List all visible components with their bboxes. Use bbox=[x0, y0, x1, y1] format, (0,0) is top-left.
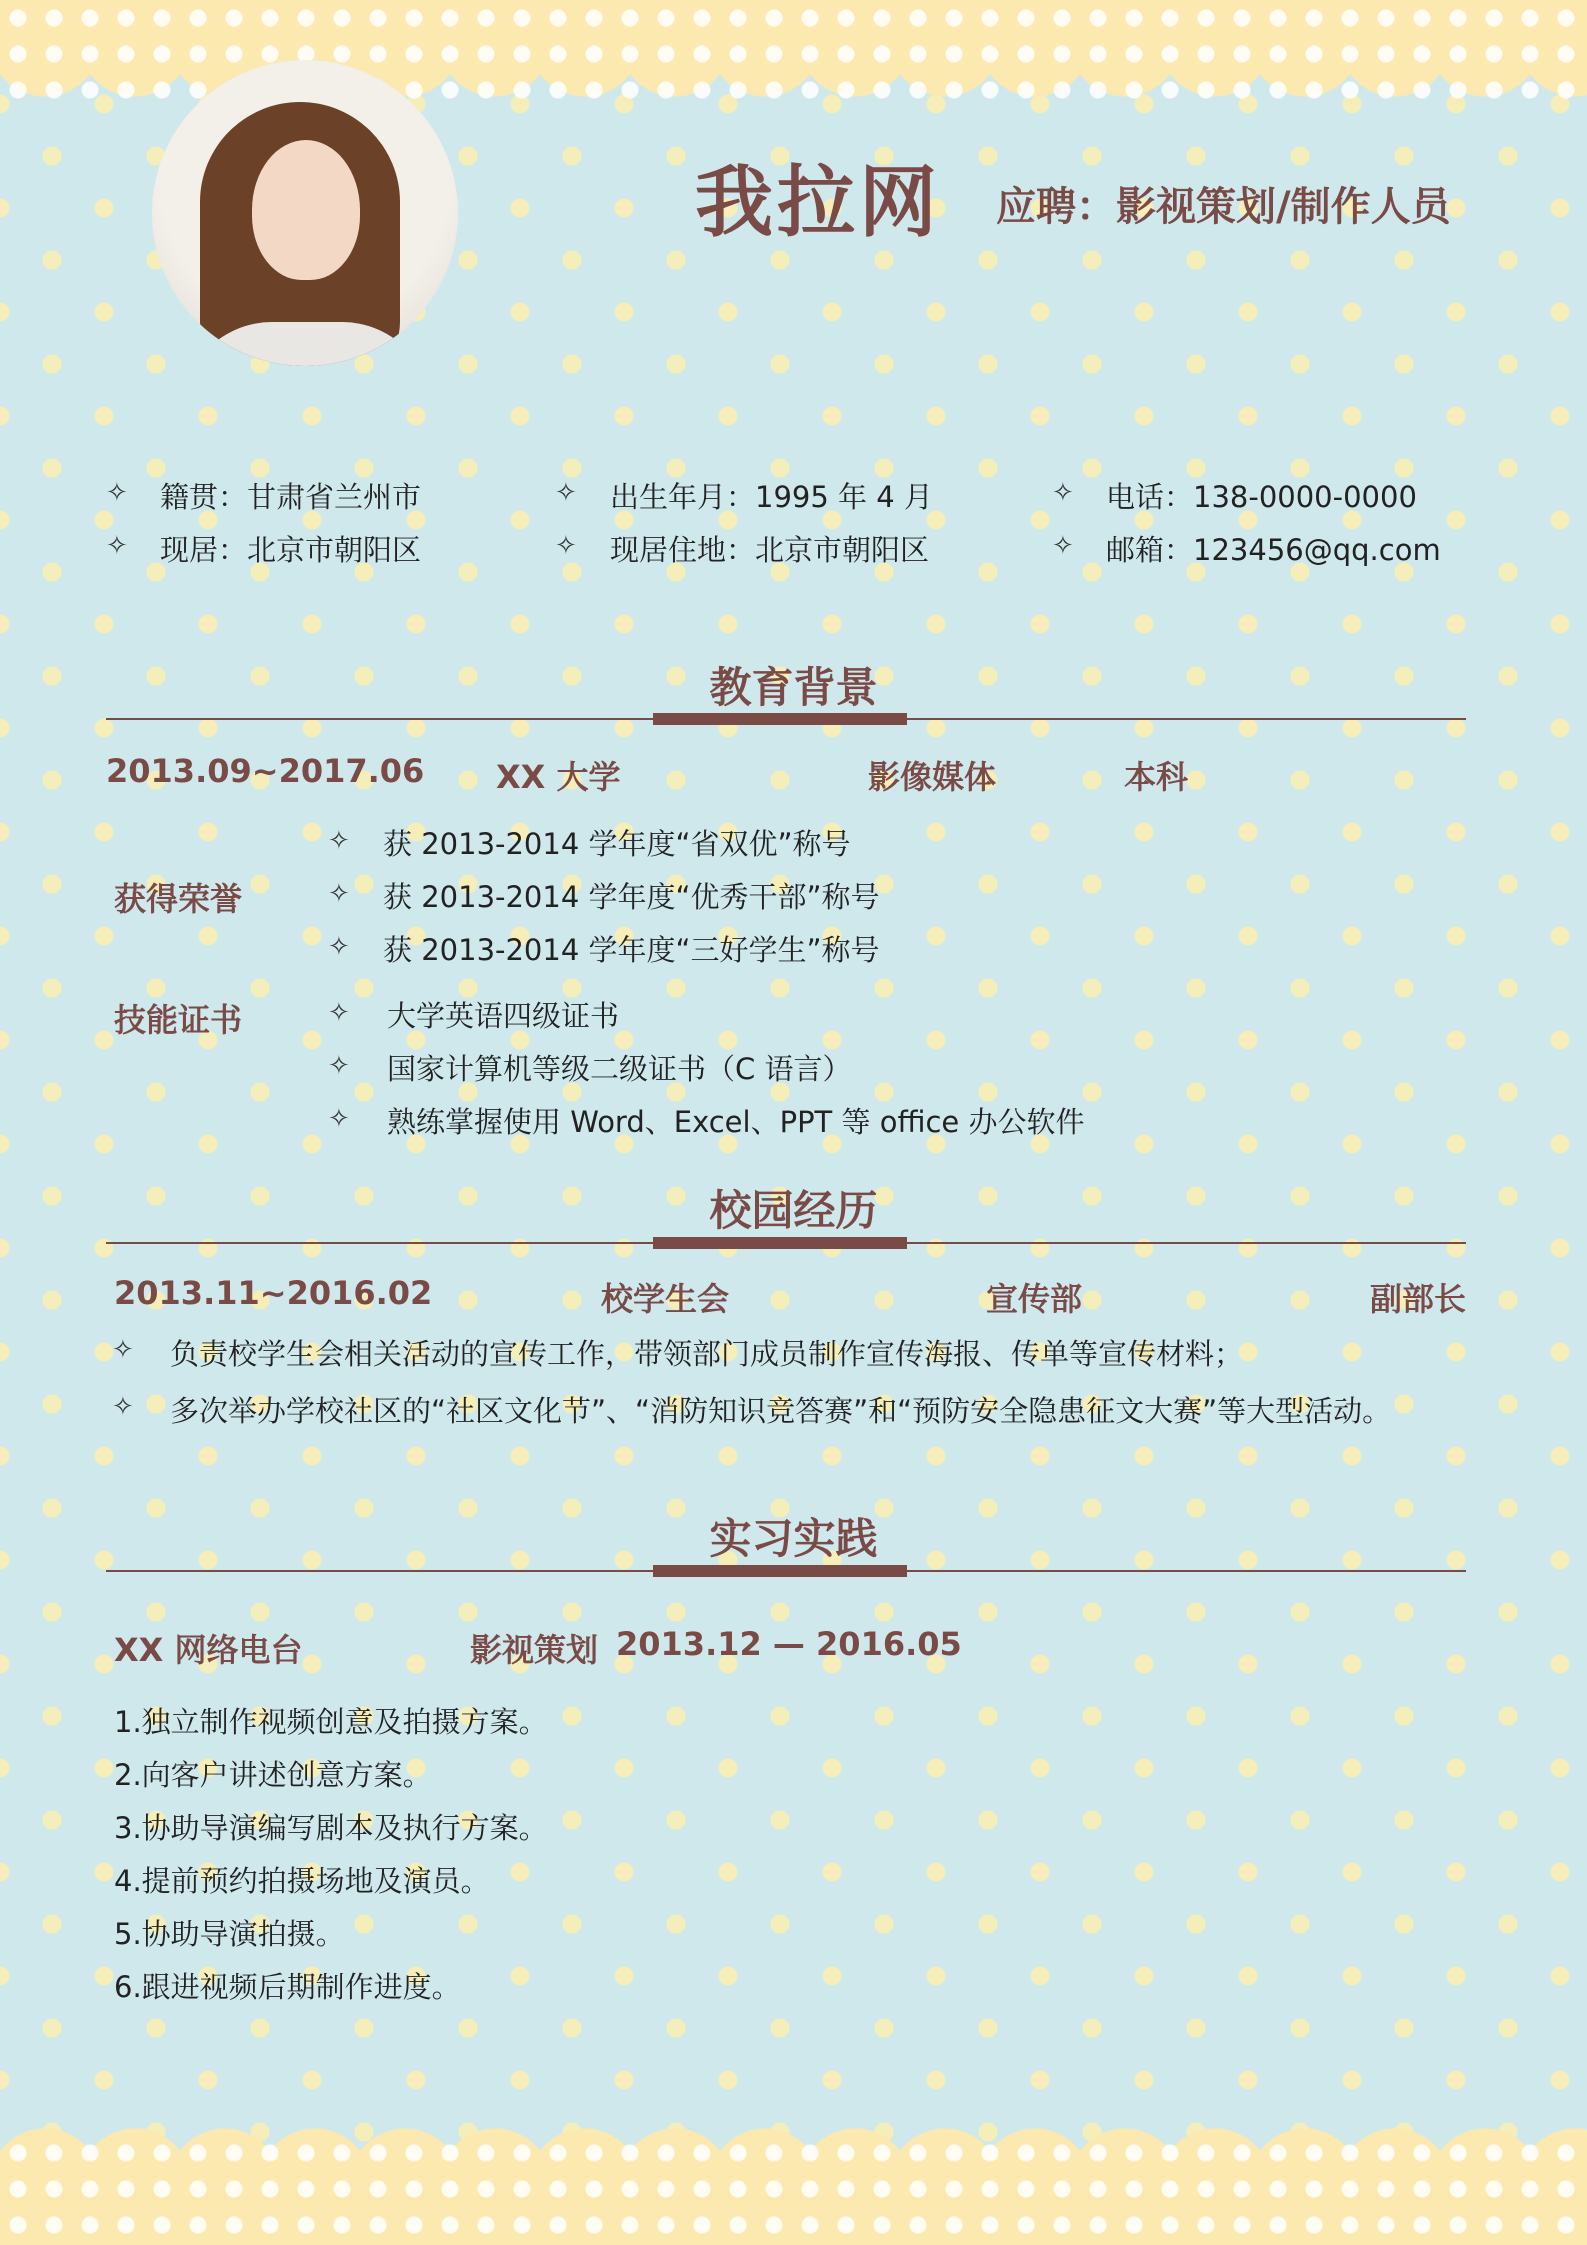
skill-item: 国家计算机等级二级证书（C 语言） bbox=[387, 1052, 852, 1086]
campus-period: 2013.11~2016.02 bbox=[114, 1274, 433, 1312]
education-period: 2013.09~2017.06 bbox=[106, 752, 425, 790]
job-title: 应聘：影视策划/制作人员 bbox=[996, 184, 1451, 230]
star-bullet-icon: ✧ bbox=[555, 478, 577, 508]
info-address: 现居住地：北京市朝阳区 bbox=[610, 533, 930, 567]
section-title-bar bbox=[653, 1237, 907, 1249]
star-bullet-icon: ✧ bbox=[112, 1392, 134, 1422]
section-title-bar bbox=[653, 713, 907, 725]
star-bullet-icon: ✧ bbox=[106, 531, 128, 561]
education-major: 影像媒体 bbox=[868, 758, 997, 796]
skills-label: 技能证书 bbox=[114, 1001, 243, 1039]
honors-label: 获得荣誉 bbox=[114, 880, 243, 918]
campus-dept: 宣传部 bbox=[986, 1280, 1083, 1318]
lace-border-bottom bbox=[0, 2075, 1587, 2245]
star-bullet-icon: ✧ bbox=[328, 826, 350, 856]
internship-position: 影视策划 bbox=[470, 1631, 599, 1669]
star-bullet-icon: ✧ bbox=[328, 1104, 350, 1134]
campus-role: 副部长 bbox=[1370, 1280, 1467, 1318]
skill-item: 熟练掌握使用 Word、Excel、PPT 等 office 办公软件 bbox=[387, 1105, 1085, 1139]
internship-item: 5.协助导演拍摄。 bbox=[114, 1917, 345, 1951]
honor-item: 获 2013-2014 学年度“省双优”称号 bbox=[383, 827, 851, 861]
candidate-name: 我拉网 bbox=[695, 158, 942, 248]
honor-item: 获 2013-2014 学年度“三好学生”称号 bbox=[383, 933, 880, 967]
star-bullet-icon: ✧ bbox=[328, 1051, 350, 1081]
internship-item: 3.协助导演编写剧本及执行方案。 bbox=[114, 1811, 548, 1845]
star-bullet-icon: ✧ bbox=[1052, 478, 1074, 508]
internship-item: 4.提前预约拍摄场地及演员。 bbox=[114, 1864, 490, 1898]
campus-org: 校学生会 bbox=[601, 1280, 730, 1318]
campus-item: 负责校学生会相关活动的宣传工作，带领部门成员制作宣传海报、传单等宣传材料； bbox=[170, 1337, 1244, 1371]
info-phone: 电话：138-0000-0000 bbox=[1106, 480, 1417, 514]
profile-photo bbox=[152, 60, 458, 366]
section-title-internship: 实习实践 bbox=[709, 1514, 878, 1563]
info-email: 邮箱：123456@qq.com bbox=[1106, 533, 1441, 567]
section-title-campus: 校园经历 bbox=[709, 1186, 878, 1235]
info-hometown: 籍贯：甘肃省兰州市 bbox=[160, 480, 422, 514]
star-bullet-icon: ✧ bbox=[328, 998, 350, 1028]
star-bullet-icon: ✧ bbox=[328, 932, 350, 962]
star-bullet-icon: ✧ bbox=[555, 531, 577, 561]
internship-company: XX 网络电台 bbox=[114, 1631, 303, 1669]
star-bullet-icon: ✧ bbox=[106, 478, 128, 508]
education-degree: 本科 bbox=[1124, 758, 1189, 796]
info-residence: 现居：北京市朝阳区 bbox=[160, 533, 422, 567]
info-birth: 出生年月：1995 年 4 月 bbox=[610, 480, 933, 514]
skill-item: 大学英语四级证书 bbox=[387, 999, 620, 1033]
campus-item: 多次举办学校社区的“社区文化节”、“消防知识竞答赛”和“预防安全隐患征文大赛”等大型活动。 bbox=[170, 1394, 1392, 1428]
internship-item: 1.独立制作视频创意及拍摄方案。 bbox=[114, 1705, 548, 1739]
section-title-education: 教育背景 bbox=[709, 663, 878, 712]
education-school: XX 大学 bbox=[496, 758, 621, 796]
star-bullet-icon: ✧ bbox=[1052, 531, 1074, 561]
internship-item: 2.向客户讲述创意方案。 bbox=[114, 1758, 432, 1792]
section-title-bar bbox=[653, 1565, 907, 1577]
internship-period: 2013.12 — 2016.05 bbox=[616, 1625, 962, 1663]
internship-item: 6.跟进视频后期制作进度。 bbox=[114, 1970, 461, 2004]
star-bullet-icon: ✧ bbox=[328, 879, 350, 909]
star-bullet-icon: ✧ bbox=[112, 1335, 134, 1365]
honor-item: 获 2013-2014 学年度“优秀干部”称号 bbox=[383, 880, 880, 914]
